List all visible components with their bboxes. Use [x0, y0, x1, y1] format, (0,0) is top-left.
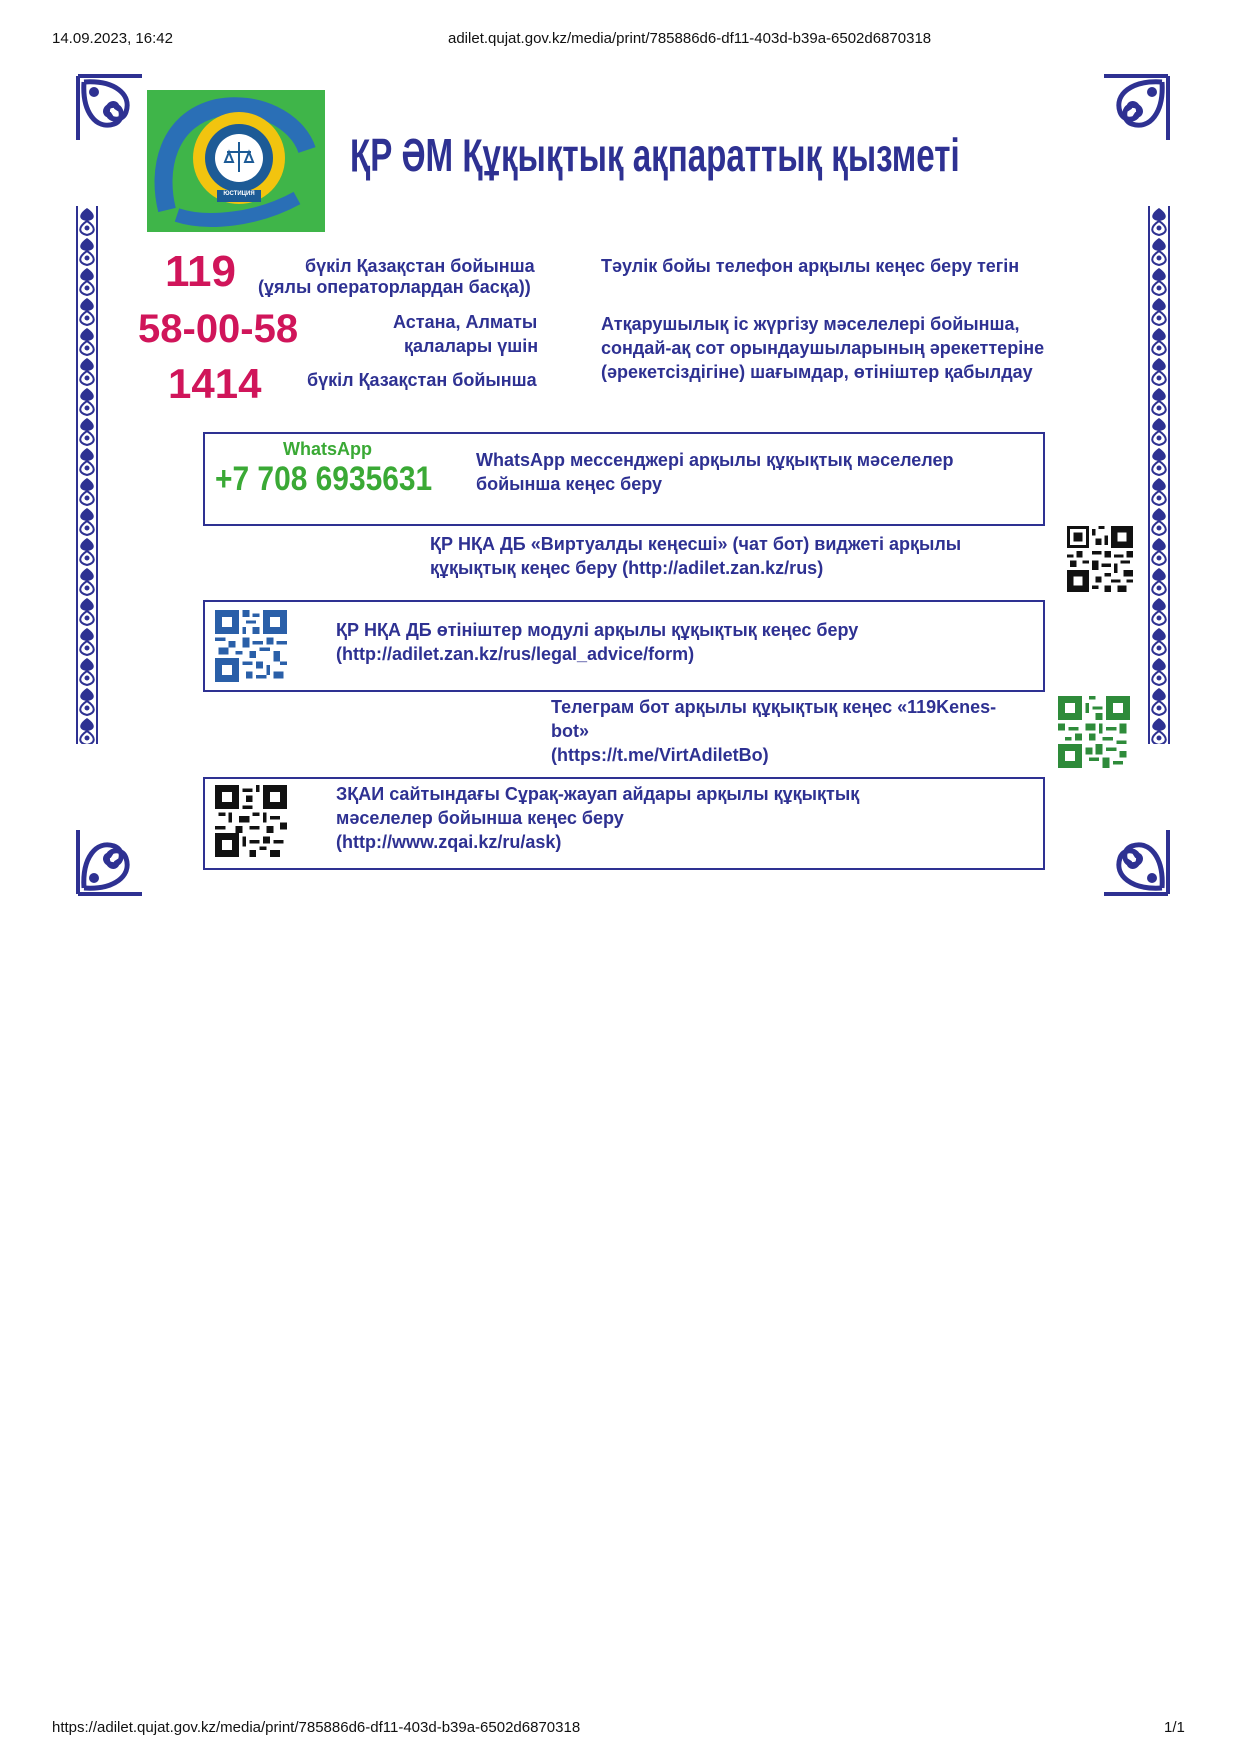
applications-module-line: ҚР НҚА ДБ өтініштер модулі арқылы құқықтық кеңес беру	[336, 620, 859, 640]
hotline-region: бүкіл Қазақстан бойынша	[307, 370, 537, 390]
ornament-corner-icon	[1100, 826, 1172, 898]
ornament-corner-icon	[1100, 72, 1172, 144]
qr-code-icon	[1058, 696, 1130, 768]
justice-logo	[147, 90, 325, 232]
virtual-consultant-text	[430, 532, 961, 580]
hotline-number-1414[interactable]: 1414	[168, 360, 262, 407]
hotline-number-119[interactable]: 119	[165, 247, 236, 296]
ornament-border-icon	[76, 206, 98, 744]
print-url: adilet.qujat.gov.kz/media/print/785886d6-df11-403d-b39a-6502d6870318	[448, 30, 932, 47]
print-datetime: 14.09.2023, 16:42	[52, 30, 173, 47]
hotline-region: Астана, Алматы	[393, 312, 538, 332]
enforcement-description	[601, 312, 1044, 384]
enforcement-line: Атқарушылық іс жүргізу мәселелері бойынша,	[601, 314, 1020, 334]
zqai-line: ЗҚАИ сайтындағы Сұрақ-жауап айдары арқылы құқықтық	[336, 784, 860, 804]
telegram-line: Телеграм бот арқылы құқықтық кеңес «119Kenes-	[551, 697, 997, 717]
telegram-line: bot»	[551, 721, 589, 741]
hotline-region-note: (ұялы операторлардан басқа))	[258, 277, 531, 297]
zqai-line[interactable]: (http://www.zqai.kz/ru/ask)	[336, 832, 562, 852]
hotline-description: Тәулік бойы телефон арқылы кеңес беру тегін	[601, 256, 1020, 276]
ornament-border-icon	[1148, 206, 1170, 744]
qr-code-icon	[1067, 526, 1133, 592]
applications-module-text	[336, 618, 858, 666]
logo-caption: ЮСТИЦИЯ	[223, 191, 255, 197]
qr-code-icon	[215, 785, 287, 857]
zqai-line: мәселелер бойынша кеңес беру	[336, 808, 624, 828]
telegram-text	[551, 695, 996, 767]
applications-module-line[interactable]: (http://adilet.zan.kz/rus/legal_advice/form)	[336, 644, 695, 664]
hotline-region: бүкіл Қазақстан бойынша	[305, 256, 535, 276]
virtual-consultant-line: ҚР НҚА ДБ «Виртуалды кеңесші» (чат бот) виджеті арқылы	[430, 534, 962, 554]
whatsapp-desc-line: WhatsApp мессенджері арқылы құқықтық мәселелер	[476, 450, 954, 470]
print-footer-url[interactable]: https://adilet.qujat.gov.kz/media/print/785886d6-df11-403d-b39a-6502d6870318	[52, 1719, 581, 1736]
whatsapp-label: WhatsApp	[283, 439, 372, 459]
enforcement-line: сондай-ақ сот орындаушыларының әрекеттеріне	[601, 338, 1045, 358]
page-title: ҚР ӘМ Құқықтық ақпараттық қызметі	[350, 129, 960, 181]
zqai-text	[336, 782, 859, 854]
hotline-region: қалалары үшін	[404, 336, 539, 356]
enforcement-line: (әрекетсіздігіне) шағымдар, өтініштер қабылдау	[601, 362, 1033, 382]
print-page-number: 1/1	[1164, 1719, 1185, 1736]
virtual-consultant-line[interactable]: құқықтық кеңес беру (http://adilet.zan.kz/rus)	[430, 558, 824, 578]
whatsapp-number[interactable]: +7 708 6935631	[215, 460, 433, 498]
whatsapp-description	[476, 448, 954, 496]
ornament-corner-icon	[74, 826, 146, 898]
telegram-line[interactable]: (https://t.me/VirtAdiletBo)	[551, 745, 769, 765]
ornament-corner-icon	[74, 72, 146, 144]
hotline-number-580058[interactable]: 58-00-58	[138, 307, 299, 351]
qr-code-icon	[215, 610, 287, 682]
whatsapp-desc-line: бойынша кеңес беру	[476, 474, 663, 494]
